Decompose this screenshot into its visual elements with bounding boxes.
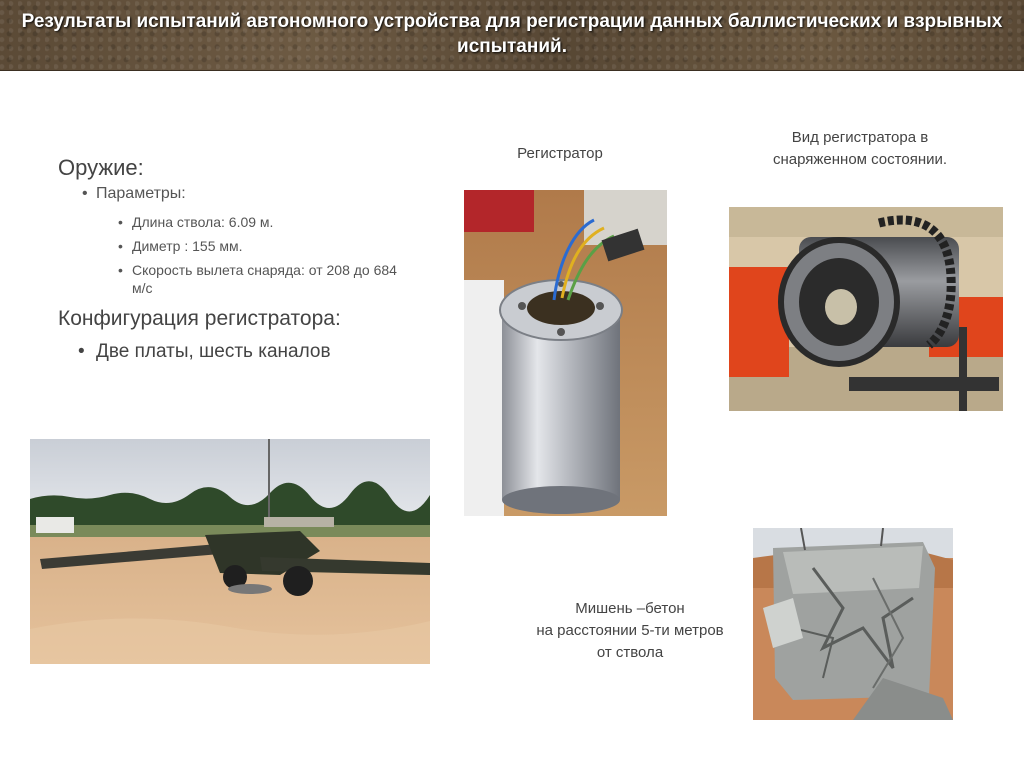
params-item [82, 185, 186, 203]
slide-content [0, 71, 1024, 767]
caption-registrator: Регистратор [517, 145, 603, 162]
registrator-photo [464, 190, 667, 516]
slide-title: Результаты испытаний автономного устройства для регистрации данных баллистических и взрывных испытаний. [21, 11, 1003, 57]
weapon-heading: Оружие: [58, 155, 144, 180]
param-muzzle-velocity: • Скорость вылета снаряда: от 208 до 684 м/с [118, 262, 397, 296]
mounted-registrator-photo [729, 207, 1003, 411]
caption-mounted: Вид регистратора в снаряженном состоянии. [772, 129, 948, 168]
param-barrel-length: • Длина ствола: 6.09 м. [118, 214, 274, 230]
bullet-icon: • [118, 262, 123, 278]
caption-target: Мишень –бетон на расстоянии 5-ти метров от ствола [536, 600, 724, 661]
howitzer-photo [30, 439, 430, 664]
title-banner [0, 0, 1024, 71]
params-label: Параметры: [96, 185, 186, 202]
config-item [78, 341, 331, 363]
config-item-label: Две платы, шесть каналов [96, 341, 331, 362]
bullet-icon: • [78, 341, 85, 362]
config-heading: Конфигурация регистратора: [58, 307, 341, 330]
param-diameter: • Диметр : 155 мм. [118, 238, 243, 254]
bullet-icon: • [118, 238, 123, 254]
bullet-icon: • [118, 214, 123, 230]
bullet-icon: • [82, 185, 88, 202]
concrete-target-photo [753, 528, 953, 720]
